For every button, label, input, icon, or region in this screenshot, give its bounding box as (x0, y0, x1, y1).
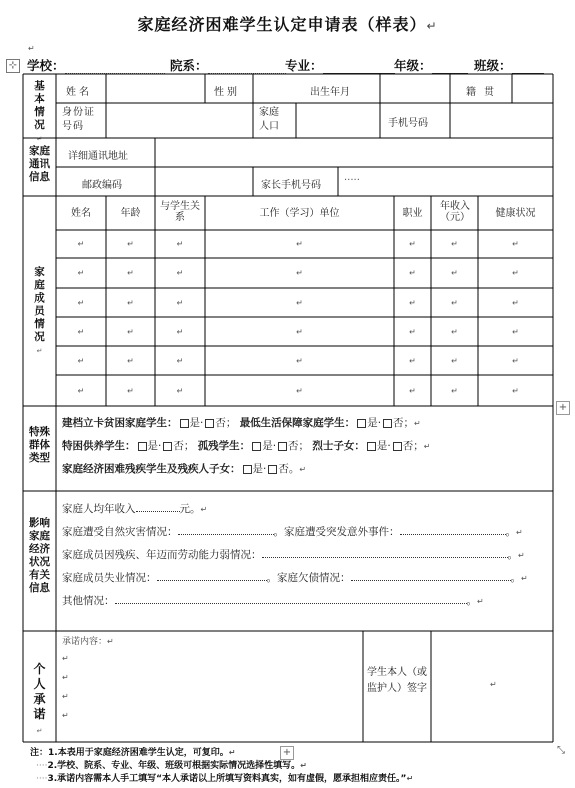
paragraph-mark: ↵ (451, 268, 458, 278)
section-factors-label: 影响家庭经济状况有关信息 (29, 517, 50, 594)
member-cell[interactable] (206, 259, 393, 287)
gender-value-cell[interactable] (254, 75, 379, 102)
member-cell[interactable] (206, 347, 393, 374)
member-cell[interactable] (479, 376, 552, 405)
members-header-occupation: 职业 (402, 208, 423, 219)
paragraph-mark: ↵ (451, 356, 458, 365)
paragraph-mark: ↵ (409, 268, 416, 278)
member-cell[interactable] (206, 318, 393, 345)
paragraph-mark: ↵ (512, 356, 519, 365)
member-cell[interactable] (156, 231, 204, 257)
member-cell[interactable] (57, 231, 105, 257)
member-cell[interactable] (479, 318, 552, 345)
disaster-field[interactable] (178, 524, 274, 535)
paragraph-mark: ↵ (296, 386, 303, 395)
member-cell[interactable] (156, 347, 204, 374)
member-cell[interactable] (156, 289, 204, 316)
member-cell[interactable] (156, 376, 204, 405)
paragraph-mark: ↵ (127, 386, 134, 395)
idcard-value-cell[interactable] (107, 104, 252, 137)
paragraph-mark: ↵ (296, 327, 303, 336)
member-cell[interactable] (107, 376, 154, 405)
paragraph-mark: ↵ (28, 44, 35, 53)
grade-field[interactable]: 年级： (394, 56, 468, 72)
min-living-yes-checkbox[interactable] (357, 419, 366, 428)
table-move-handle-icon[interactable]: ⊹ (6, 59, 20, 73)
member-cell[interactable] (479, 259, 552, 287)
paragraph-mark: ↵ (451, 239, 458, 249)
promise-content-area[interactable]: ↵ ↵ ↵ ↵ (62, 654, 69, 720)
paragraph-mark: ↵ (77, 327, 85, 336)
filed-poor-yes-checkbox[interactable] (180, 419, 189, 428)
paragraph-mark: ↵ (176, 268, 184, 278)
birth-label: 出生年月 (310, 87, 350, 98)
paragraph-mark: ↵ (512, 239, 519, 249)
member-cell[interactable] (107, 318, 154, 345)
members-header-health: 健康状况 (495, 208, 536, 219)
special-line-3: 家庭经济困难残疾学生及残疾人子女： 是· 否。↵ (62, 463, 307, 475)
income-field[interactable] (136, 501, 180, 512)
paragraph-mark: ↵ (451, 386, 458, 395)
paragraph-mark: ↵ (127, 356, 134, 365)
origin-label: 籍贯 (466, 87, 502, 98)
note-2: ····2.学校、院系、专业、年级、班级可根据实际情况选择性填写。↵ (36, 761, 307, 771)
section-promise-label: 个人承诺 ↵ (33, 662, 46, 735)
extreme-poor-no-checkbox[interactable] (163, 442, 172, 451)
paragraph-mark: ↵ (127, 268, 134, 278)
martyr-yes-checkbox[interactable] (367, 442, 376, 451)
member-cell[interactable] (57, 318, 105, 345)
family-size-label: 家庭人口 (259, 107, 279, 132)
min-living-no-checkbox[interactable] (383, 419, 392, 428)
member-cell[interactable] (156, 259, 204, 287)
section-basic-label: 基本情况 ↵ (34, 80, 45, 143)
paragraph-mark: ↵ (409, 356, 416, 365)
other-field[interactable] (115, 593, 467, 604)
paragraph-mark: ↵ (77, 298, 85, 307)
accident-field[interactable] (400, 524, 506, 535)
name-label: 姓名 (66, 87, 92, 98)
postcode-value-cell[interactable] (156, 168, 252, 195)
page-title: 家庭经济困难学生认定申请表（样表）↵ (137, 15, 438, 34)
phone-value-cell[interactable] (451, 104, 552, 137)
members-header-relation: 与学生关系 (160, 201, 200, 223)
martyr-no-checkbox[interactable] (393, 442, 402, 451)
paragraph-mark: ↵ (127, 298, 134, 307)
disabled-member-line: 家庭成员因残疾、年迈而劳动能力弱情况： 。↵ (62, 549, 525, 561)
paragraph-mark: ↵ (512, 268, 519, 278)
member-cell[interactable] (57, 376, 105, 405)
parent-phone-placeholder: ····· (344, 175, 360, 186)
section-members-label: 家庭成员情况 ↵ (34, 266, 45, 355)
disabled-yes-checkbox[interactable] (243, 465, 252, 474)
signature-label: 学生本人（或监护人）签字 (367, 667, 427, 694)
paragraph-mark: ↵ (77, 386, 85, 395)
paragraph-mark: ↵ (512, 327, 519, 336)
filed-poor-no-checkbox[interactable] (205, 419, 214, 428)
paragraph-mark: ↵ (512, 298, 519, 307)
paragraph-mark: ↵ (296, 298, 303, 307)
special-line-1: 建档立卡贫困家庭学生： 是· 否； 最低生活保障家庭学生： 是· 否；↵ (62, 417, 421, 429)
paragraph-mark: ↵ (176, 327, 184, 336)
member-cell[interactable] (432, 318, 477, 345)
member-cell[interactable] (479, 347, 552, 374)
gender-label: 性别 (214, 87, 240, 98)
idcard-label: 身份证号码 (62, 107, 95, 132)
paragraph-mark: ↵ (77, 268, 85, 278)
member-cell[interactable] (395, 376, 430, 405)
paragraph-mark: ↵ (176, 386, 184, 395)
member-cell[interactable] (432, 289, 477, 316)
member-cell[interactable] (395, 318, 430, 345)
special-line-2: 特困供养学生： 是· 否； 孤残学生： 是· 否； 烈士子女： 是· 否；↵ (62, 440, 431, 452)
unemployed-debt-line: 家庭成员失业情况： 。家庭欠债情况： 。↵ (62, 572, 528, 584)
members-header-age: 年龄 (120, 208, 141, 219)
school-field[interactable]: 学校： (27, 56, 165, 72)
address-value-cell[interactable] (156, 139, 552, 166)
paragraph-mark: ↵ (451, 327, 458, 336)
member-cell[interactable] (479, 231, 552, 257)
member-cell[interactable] (206, 376, 393, 405)
paragraph-mark: ↵ (296, 356, 303, 365)
member-cell[interactable] (57, 289, 105, 316)
phone-label: 手机号码 (388, 118, 428, 129)
promise-content-label: 承诺内容：↵ (62, 637, 114, 647)
parent-phone-value-cell[interactable] (339, 168, 552, 195)
paragraph-mark: ↵ (127, 239, 134, 249)
paragraph-mark: ↵ (409, 327, 416, 336)
table-resize-handle-icon[interactable]: ⤡ (557, 745, 565, 756)
disabled-member-field[interactable] (262, 547, 508, 558)
birth-value-cell[interactable] (381, 75, 449, 102)
member-cell[interactable] (107, 289, 154, 316)
add-column-icon[interactable]: + (280, 746, 294, 760)
disabled-no-checkbox[interactable] (268, 465, 277, 474)
other-line: 其他情况： 。↵ (62, 595, 484, 607)
parent-phone-label: 家长手机号码 (261, 180, 321, 191)
member-cell[interactable] (206, 231, 393, 257)
class-field[interactable]: 班级： (474, 56, 544, 72)
address-label: 详细通讯地址 (68, 151, 128, 162)
member-cell[interactable] (57, 347, 105, 374)
member-cell[interactable] (107, 231, 154, 257)
member-cell[interactable] (432, 259, 477, 287)
unemployed-field[interactable] (157, 570, 267, 581)
member-cell[interactable] (479, 289, 552, 316)
paragraph-mark: ↵ (296, 268, 303, 278)
paragraph-mark: ↵ (176, 298, 184, 307)
origin-value-cell[interactable] (513, 75, 552, 102)
orphan-no-checkbox[interactable] (278, 442, 287, 451)
member-cell[interactable] (395, 347, 430, 374)
debt-field[interactable] (351, 570, 511, 581)
college-field[interactable]: 院系： (170, 56, 286, 72)
members-header-name: 姓名 (71, 208, 91, 219)
member-cell[interactable] (57, 259, 105, 287)
paragraph-mark: ↵ (451, 298, 458, 307)
member-cell[interactable] (395, 289, 430, 316)
signature-cell[interactable]: ↵ (490, 680, 497, 689)
paragraph-mark: ↵ (176, 239, 184, 249)
members-header-workplace: 工作（学习）单位 (259, 208, 340, 219)
disaster-accident-line: 家庭遭受自然灾害情况： 。家庭遭受突发意外事件： 。↵ (62, 526, 523, 538)
orphan-yes-checkbox[interactable] (252, 442, 261, 451)
family-size-value-cell[interactable] (297, 104, 379, 137)
name-value-cell[interactable] (107, 75, 204, 102)
extreme-poor-yes-checkbox[interactable] (138, 442, 147, 451)
note-1: 注：1.本表用于家庭经济困难学生认定，可复印。↵ (30, 748, 236, 758)
paragraph-mark: ↵ (512, 386, 519, 395)
section-special-label: 特殊群体类型 (29, 426, 50, 464)
member-cell[interactable] (107, 347, 154, 374)
major-field[interactable]: 专业： (285, 56, 395, 72)
income-line: 家庭人均年收入 元。↵ (62, 503, 208, 515)
paragraph-mark: ↵ (409, 239, 416, 249)
postcode-label: 邮政编码 (82, 180, 122, 191)
member-cell[interactable] (432, 376, 477, 405)
paragraph-mark: ↵ (409, 386, 416, 395)
note-3: ····3.承诺内容需本人手工填写“本人承诺以上所填写资料真实，如有虚假，愿承担相应责任。”↵ (36, 774, 414, 784)
section-contact-label: 家庭通讯信息 (29, 145, 50, 183)
member-cell[interactable] (107, 259, 154, 287)
member-cell[interactable] (432, 347, 477, 374)
paragraph-mark: ↵ (77, 356, 85, 365)
member-cell[interactable] (206, 289, 393, 316)
paragraph-mark: ↵ (409, 298, 416, 307)
paragraph-mark: ↵ (176, 356, 184, 365)
member-cell[interactable] (432, 231, 477, 257)
member-cell[interactable] (156, 318, 204, 345)
members-header-income: 年收入（元） (440, 201, 470, 223)
member-cell[interactable] (395, 231, 430, 257)
paragraph-mark: ↵ (77, 239, 85, 249)
paragraph-mark: ↵ (127, 327, 134, 336)
paragraph-mark: ↵ (296, 239, 303, 249)
member-cell[interactable] (395, 259, 430, 287)
add-row-icon[interactable]: + (556, 401, 570, 415)
